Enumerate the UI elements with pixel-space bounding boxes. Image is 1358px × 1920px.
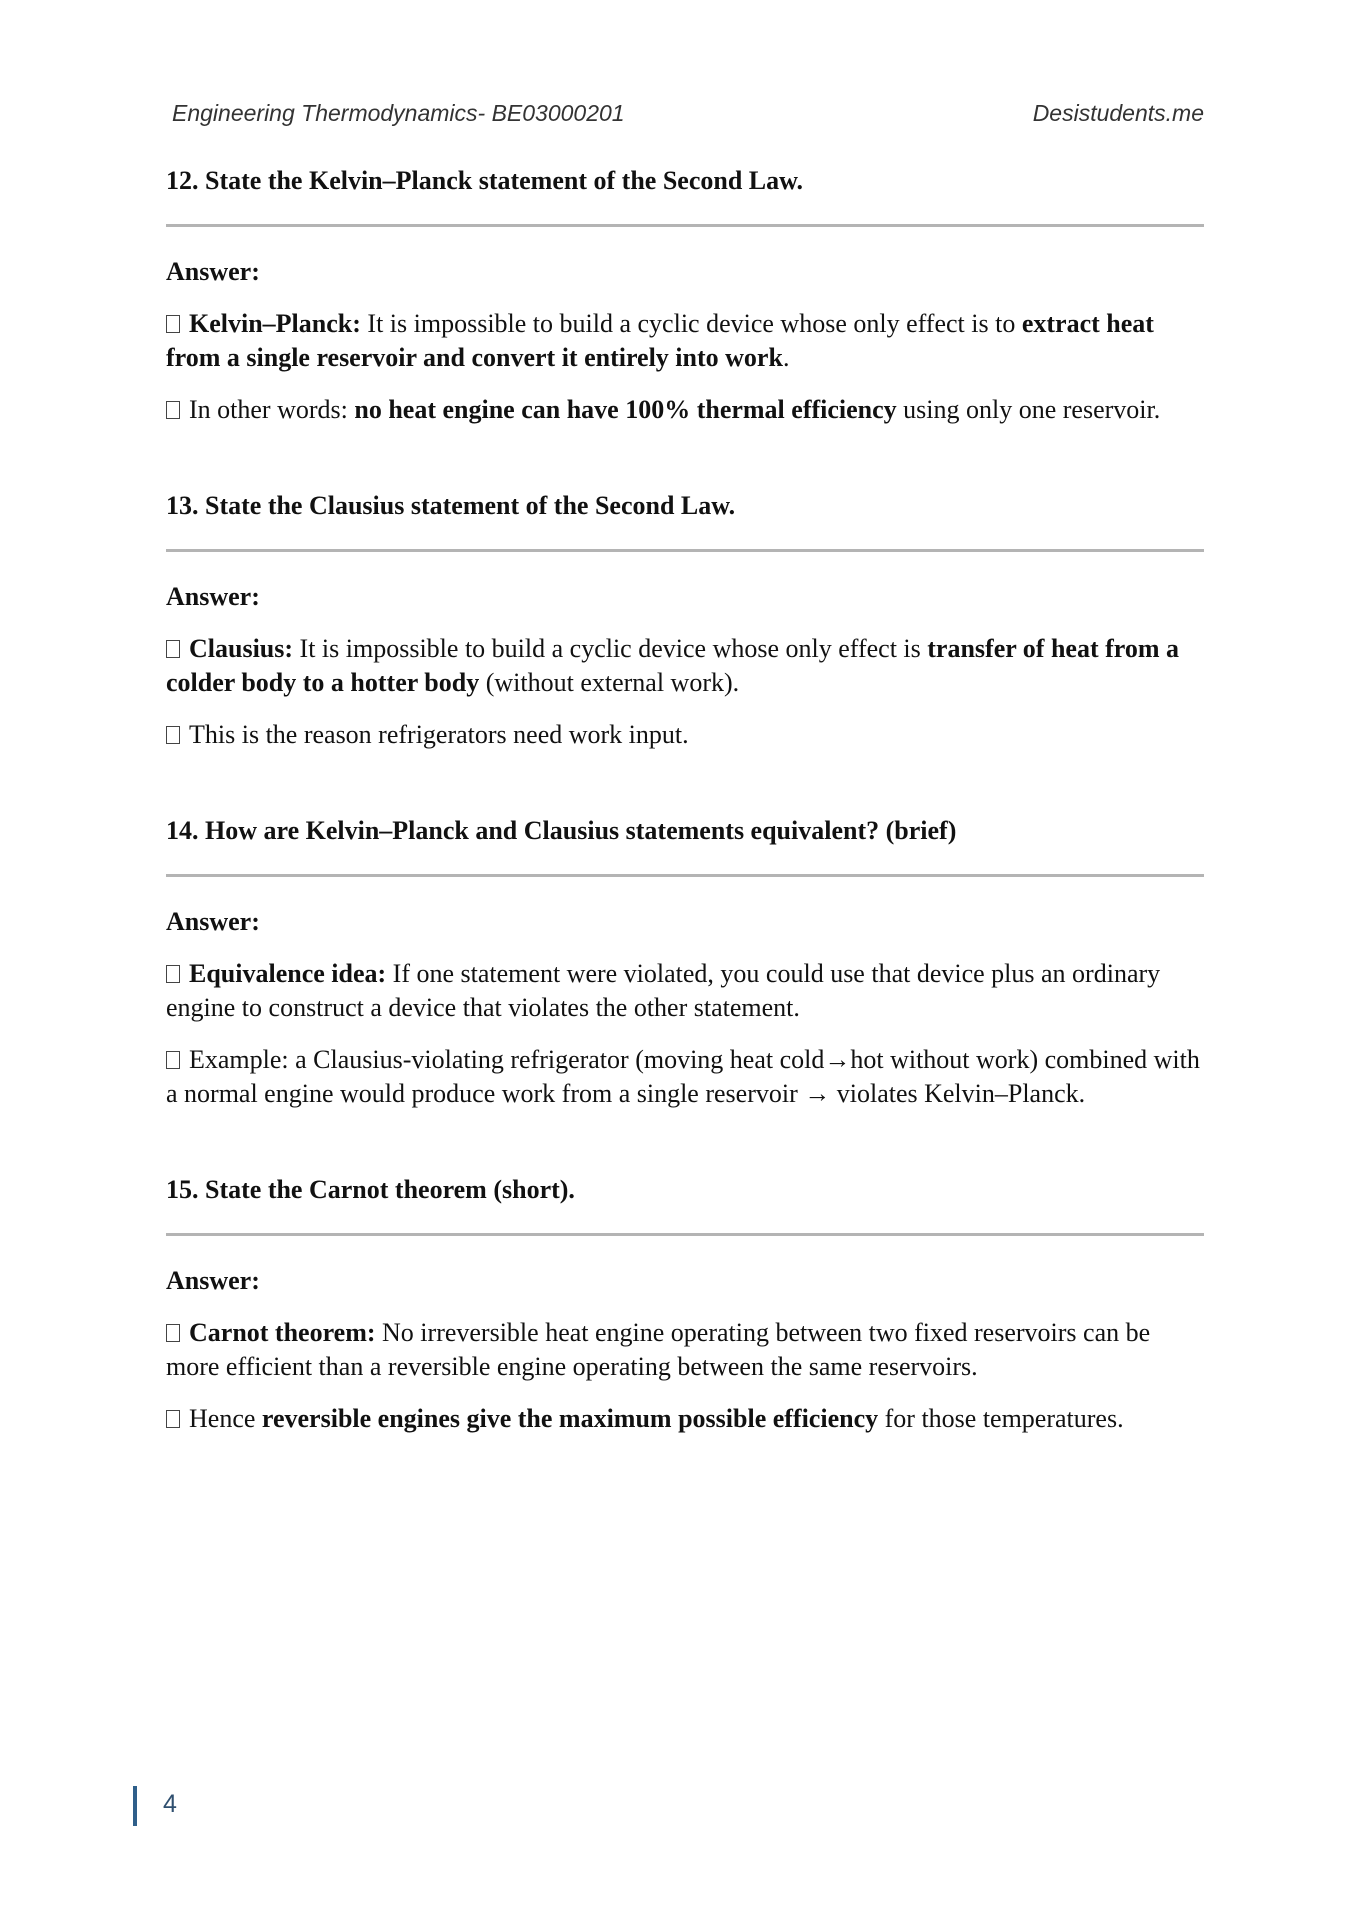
answer-label: Answer: [166, 582, 260, 611]
answer-label: Answer: [166, 907, 260, 936]
question-heading: 12. State the Kelvin–Planck statement of the Second Law. [166, 166, 803, 195]
bullet-box-icon [166, 965, 180, 983]
answer-paragraph: This is the reason refrigerators need work input. [166, 718, 1204, 752]
answer-paragraph: Hence reversible engines give the maximum possible efficiency for those temperatures. [166, 1402, 1204, 1436]
header-site-name: Desistudents.me [1032, 100, 1204, 126]
page-header [172, 100, 1204, 134]
question-heading: 13. State the Clausius statement of the Second Law. [166, 491, 736, 520]
answer-paragraph: Kelvin–Planck: It is impossible to build a cyclic device whose only effect is to extract heat from a single reservoir and convert it entirely into work. [166, 309, 1154, 372]
bullet-box-icon [166, 315, 180, 333]
bullet-box-icon [166, 726, 180, 744]
bullet-box-icon [166, 401, 180, 419]
answer-paragraph: Equivalence idea: If one statement were violated, you could use that device plus an ordinary engine to construct a device that violates the other statement. [166, 959, 1161, 1022]
question-heading: 14. How are Kelvin–Planck and Clausius statements equivalent? (brief) [166, 816, 957, 845]
answer-paragraph: Clausius: It is impossible to build a cyclic device whose only effect is transfer of heat from a colder body to a hotter body (without external work). [166, 634, 1180, 697]
answer-paragraph: In other words: no heat engine can have 100% thermal efficiency using only one reservoir. [166, 393, 1204, 427]
divider [166, 874, 1204, 877]
divider [166, 1233, 1204, 1236]
question-section-13 [166, 489, 1204, 752]
answer-paragraph: Carnot theorem: No irreversible heat engine operating between two fixed reservoirs can be more efficient than a reversible engine operating between the same reservoirs. [166, 1318, 1151, 1381]
divider [166, 549, 1204, 552]
header-course-title: Engineering Thermodynamics- BE03000201 [172, 100, 625, 126]
bullet-box-icon [166, 1324, 180, 1342]
answer-paragraph: Example: a Clausius-violating refrigerator (moving heat cold→hot without work) combined with a normal engine would produce work from a single reservoir → violates Kelvin–Planck. [166, 1045, 1200, 1108]
footer-accent-bar [133, 1786, 137, 1826]
question-section-15 [166, 1173, 1204, 1436]
bullet-box-icon [166, 1051, 180, 1069]
page-number: 4 [163, 1790, 177, 1818]
bullet-box-icon [166, 640, 180, 658]
answer-label: Answer: [166, 1266, 260, 1295]
document-body [166, 164, 1204, 1436]
question-heading: 15. State the Carnot theorem (short). [166, 1175, 575, 1204]
bullet-box-icon [166, 1410, 180, 1428]
answer-label: Answer: [166, 257, 260, 286]
question-section-14 [166, 814, 1204, 1111]
divider [166, 224, 1204, 227]
question-section-12 [166, 164, 1204, 427]
